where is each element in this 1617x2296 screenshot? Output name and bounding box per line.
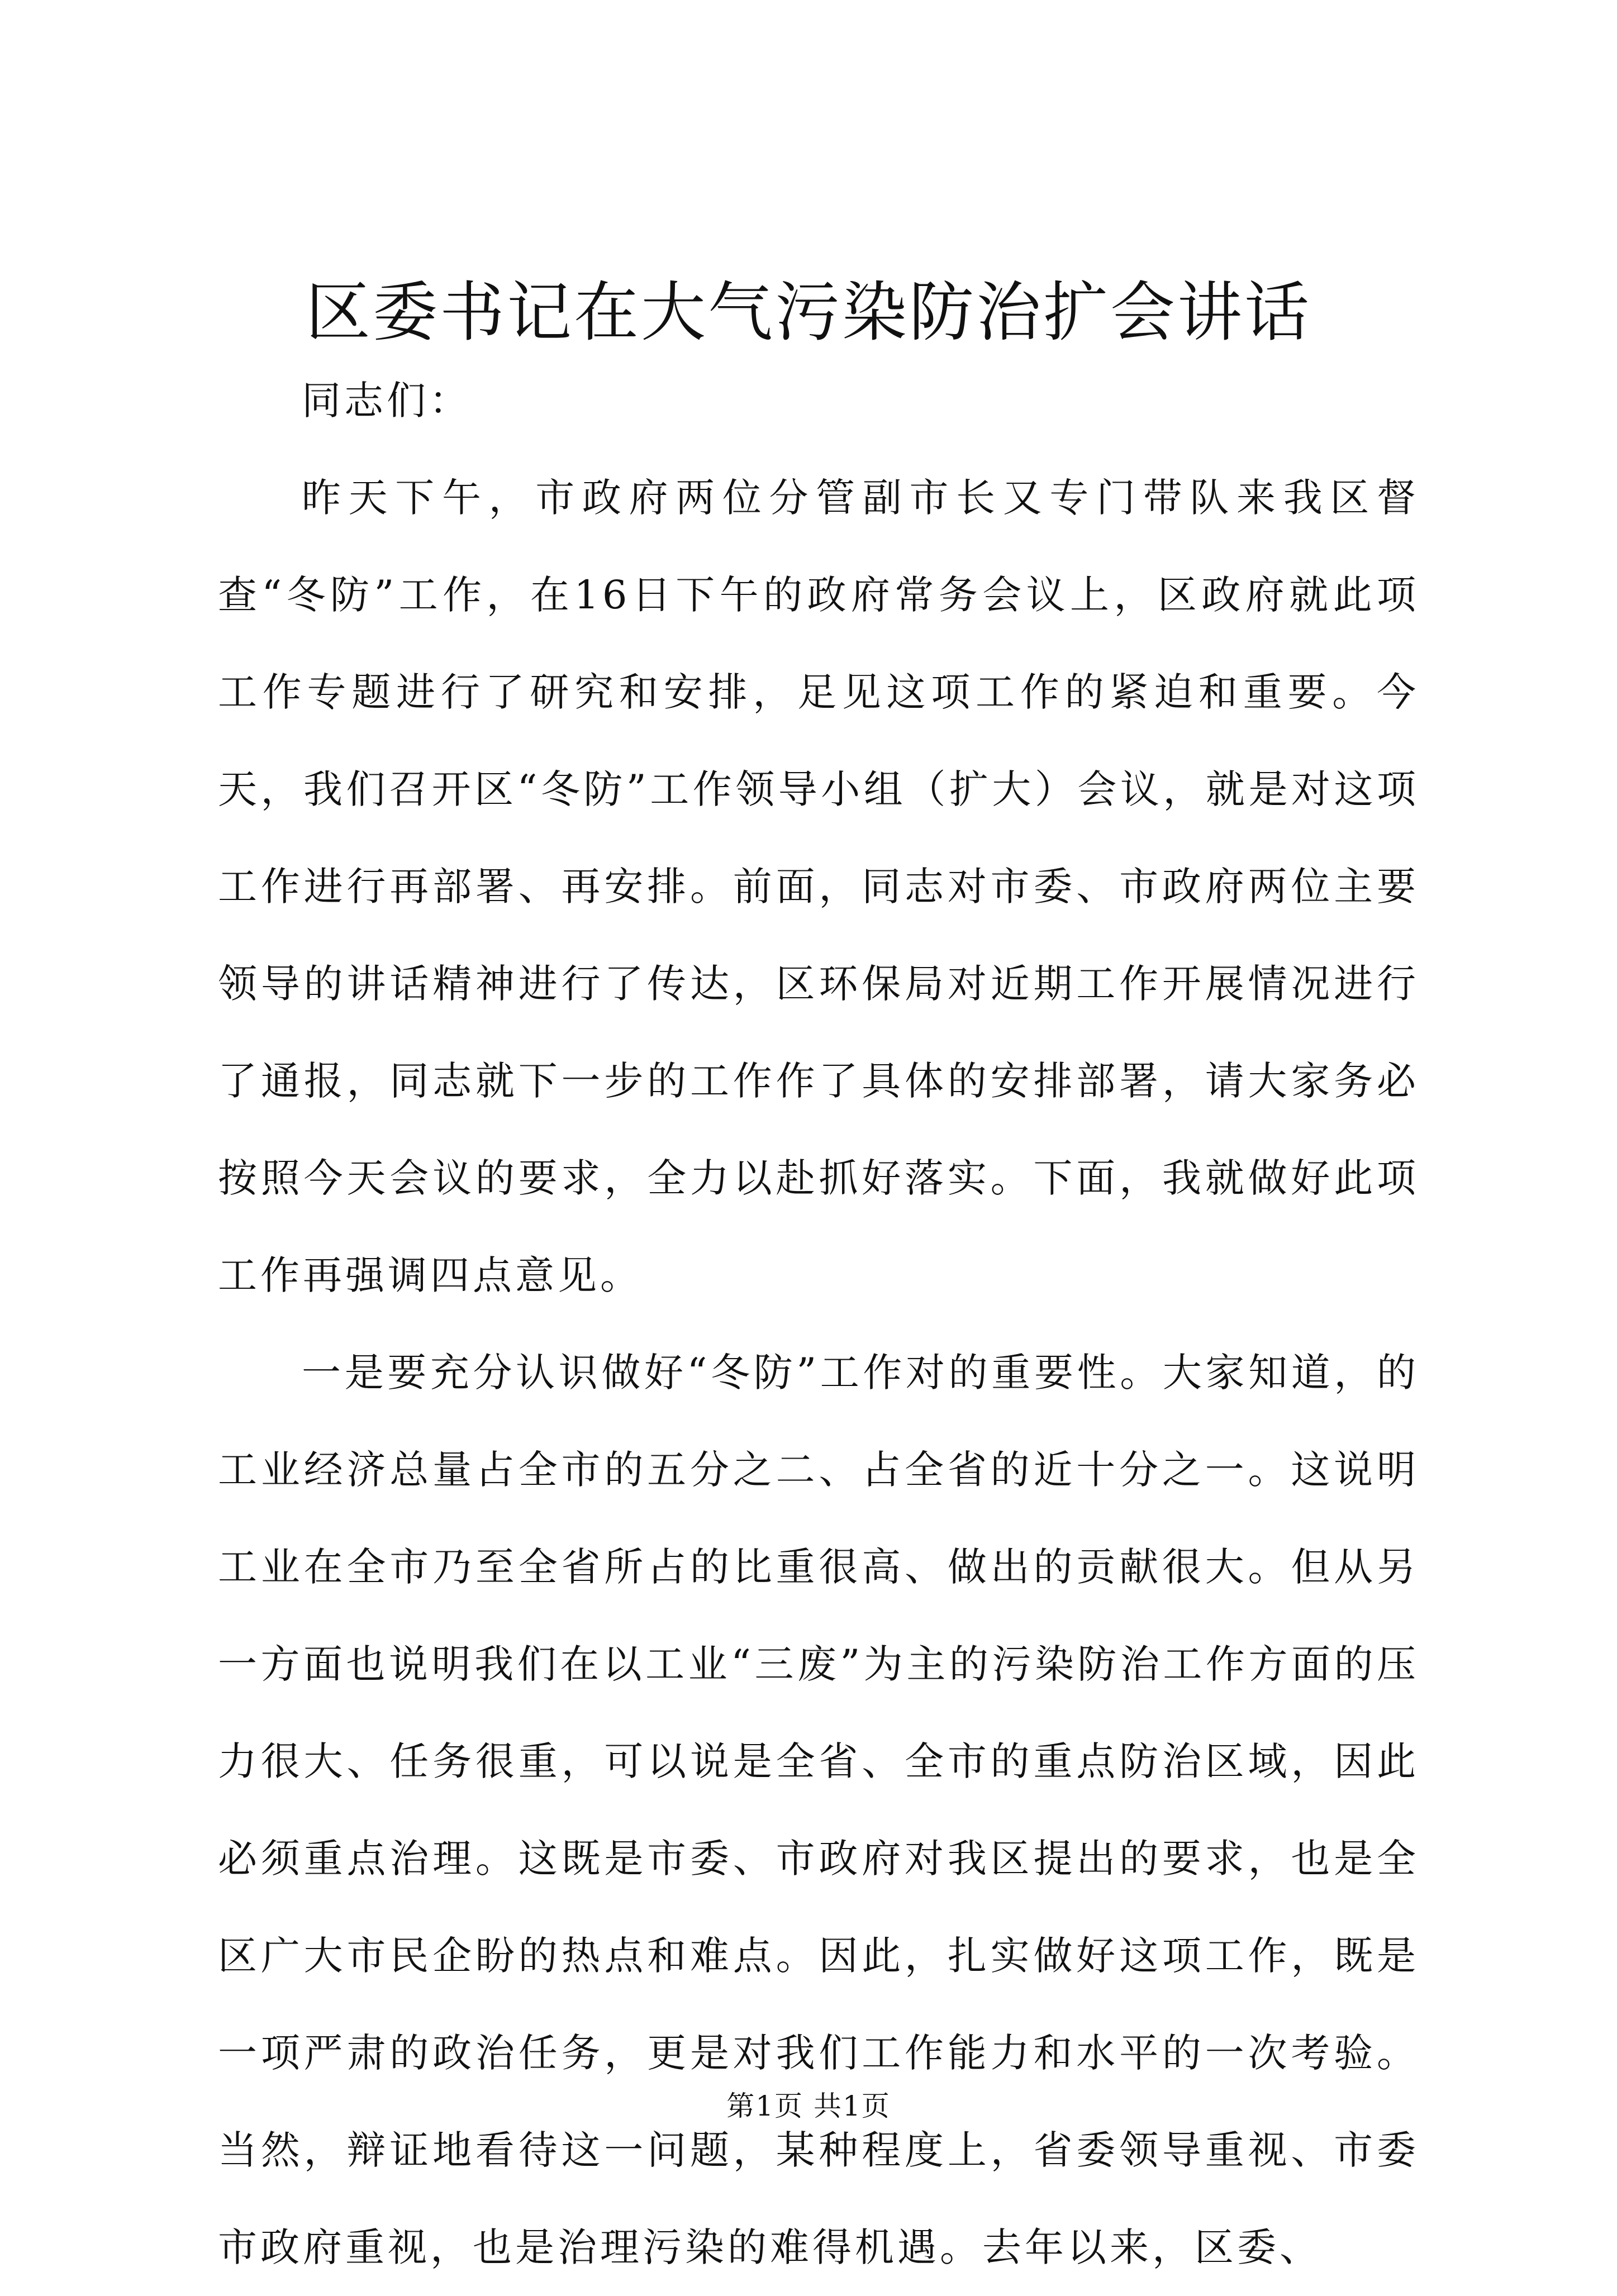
page-footer: 第1页 共1页: [726, 2090, 891, 2122]
paragraph-2: 一是要充分认识做好“冬防”工作对的重要性。大家知道，的工业经济总量占全市的五分之二、占全省的近十分之一。这说明工业在全市乃至全省所占的比重很高、做出的贡献很大。但从另一方面也说明我们在以工业“三废”为主的污染防治工作方面的压力很大、任务很重，可以说是全省、全市的重点防治区域，因此必须重点治理。这既是市委、市政府对我区提出的要求，也是全区广大市民企盼的热点和难点。因此，扎实做好这项工作，既是一项严肃的政治任务，更是对我们工作能力和水平的一次考验。当然，辩证地看待这一问题，某种程度上，省委领导重视、市委市政府重视，也是治理污染的难得机遇。去年以来，区委、: [218, 1350, 1419, 2270]
paragraph-1: 昨天下午，市政府两位分管副市长又专门带队来我区督查“冬防”工作，在16日下午的政府常务会议上，区政府就此项工作专题进行了研究和安排，足见这项工作的紧迫和重要。今天，我们召开区“冬防”工作领导小组（扩大）会议，就是对这项工作进行再部署、再安排。前面，同志对市委、市政府两位主要领导的讲话精神进行了传达，区环保局对近期工作开展情况进行了通报，同志就下一步的工作作了具体的安排部署，请大家务必按照今天会议的要求，全力以赴抓好落实。下面，我就做好此项工作再强调四点意见。: [218, 475, 1419, 1298]
document-title: 区委书记在大气污染防治扩会讲话: [306, 275, 1311, 350]
document-body: [218, 352, 1419, 2296]
salutation: 同志们：: [302, 378, 472, 423]
